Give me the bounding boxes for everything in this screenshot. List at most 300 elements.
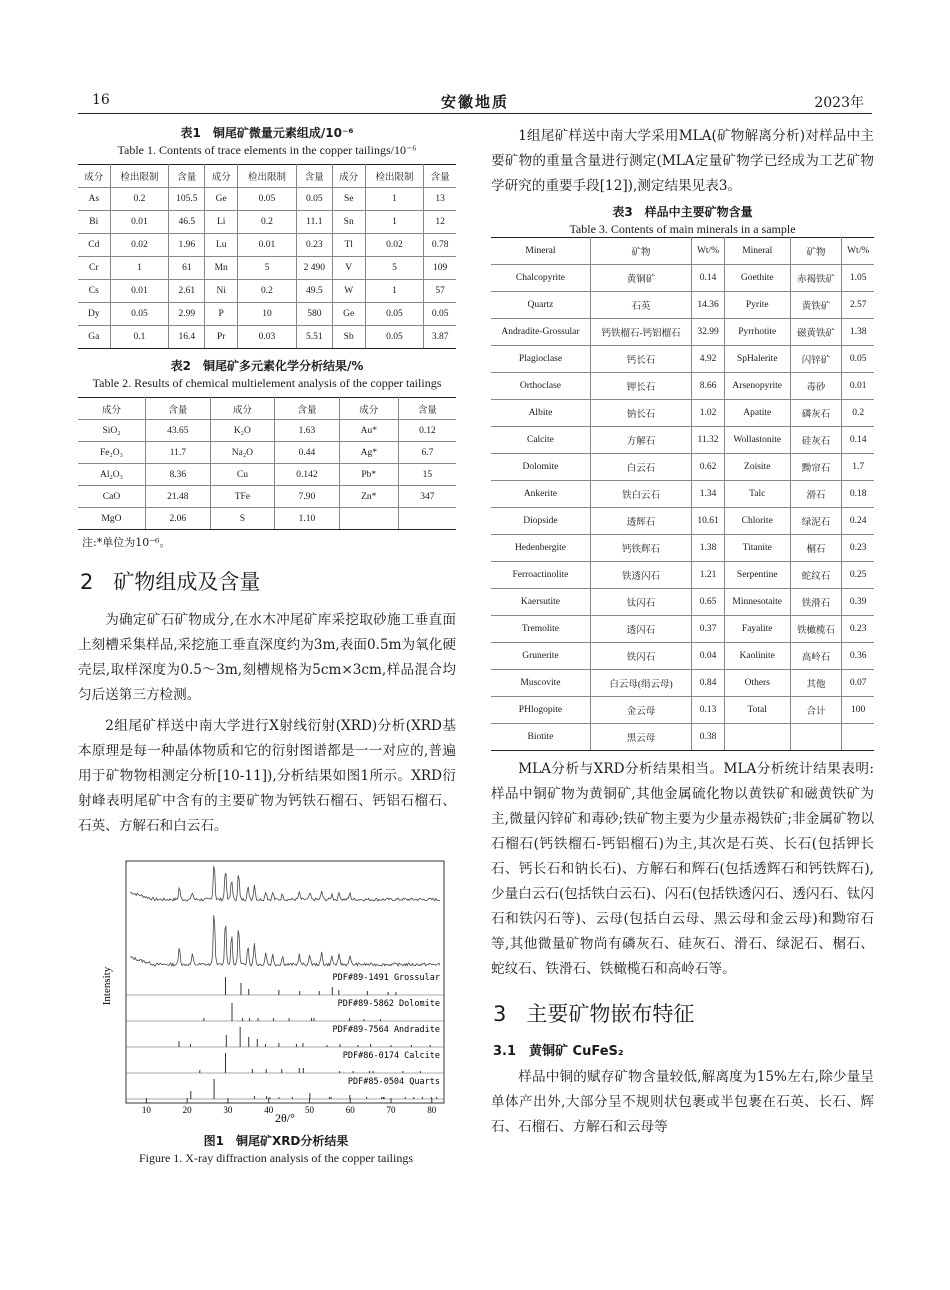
table-cell: 1.10 <box>275 508 340 530</box>
table-cell: 0.1 <box>110 326 169 349</box>
table-cell: 透闪石 <box>590 616 691 643</box>
table-row <box>491 697 874 724</box>
table-cell: Muscovite <box>491 670 590 697</box>
table-cell: 0.23 <box>842 616 874 643</box>
table-cell: 铁白云石 <box>590 481 691 508</box>
table-cell: W <box>332 280 365 303</box>
table-cell: 含量 <box>296 165 332 188</box>
table-cell: Pr <box>205 326 238 349</box>
table-cell: 其他 <box>790 670 842 697</box>
table-cell: 0.01 <box>238 234 297 257</box>
x-tick-label: 70 <box>386 1105 396 1115</box>
table-cell: Tremolite <box>491 616 590 643</box>
table-cell: Orthoclase <box>491 373 590 400</box>
table-cell: P <box>205 303 238 326</box>
table-row <box>78 464 456 486</box>
table-cell: 0.39 <box>842 589 874 616</box>
table-cell: 0.02 <box>110 234 169 257</box>
table-cell: 检出限制 <box>238 165 297 188</box>
table-cell: 16.4 <box>169 326 205 349</box>
table-cell: Albite <box>491 400 590 427</box>
table-cell: 2.06 <box>145 508 210 530</box>
table-row <box>491 265 874 292</box>
table-cell: 61 <box>169 257 205 280</box>
table1-caption-en: Table 1. Contents of trace elements in the copper tailings/10⁻⁶ <box>117 143 417 157</box>
table-cell: 32.99 <box>692 319 725 346</box>
table-cell: 43.65 <box>145 420 210 442</box>
table-cell: Ferroactinolite <box>491 562 590 589</box>
table-cell: 0.38 <box>692 724 725 751</box>
table-cell: Dy <box>78 303 110 326</box>
table-row <box>491 670 874 697</box>
table-cell: 3.87 <box>424 326 456 349</box>
table-cell: 0.05 <box>365 326 424 349</box>
table-cell: 13 <box>424 188 456 211</box>
table3-caption-en: Table 3. Contents of main minerals in a sample <box>569 222 796 236</box>
xrd-plot <box>96 851 456 1126</box>
x-tick-label: 60 <box>345 1105 355 1115</box>
table-row <box>491 616 874 643</box>
table-cell: Ge <box>205 188 238 211</box>
table-cell: Na₂O <box>210 442 274 464</box>
table-cell: 0.04 <box>692 643 725 670</box>
table-cell: Wt/% <box>692 238 725 265</box>
table-cell: Minnesotaite <box>724 589 790 616</box>
table-cell: 钙铁辉石 <box>590 535 691 562</box>
table-cell: 白云母(绢云母) <box>590 670 691 697</box>
table-cell: Talc <box>724 481 790 508</box>
table2-caption-en: Table 2. Results of chemical multielement analysis of the copper tailings <box>92 376 442 390</box>
table-cell: 2.57 <box>842 292 874 319</box>
table-cell: Au* <box>339 420 398 442</box>
running-header <box>78 88 872 114</box>
table-cell: SiO₂ <box>78 420 145 442</box>
table-row <box>78 211 456 234</box>
table-cell: 透辉石 <box>590 508 691 535</box>
table-cell: 铁滑石 <box>790 589 842 616</box>
table-cell: 0.01 <box>842 373 874 400</box>
section2-number: 2 <box>80 570 94 594</box>
table-cell: 21.48 <box>145 486 210 508</box>
table-cell: 2.61 <box>169 280 205 303</box>
table-row <box>491 562 874 589</box>
section2-heading <box>80 566 456 596</box>
section2-title: 矿物组成及含量 <box>113 570 261 594</box>
table-cell: Ag* <box>339 442 398 464</box>
table-cell: 0.2 <box>110 188 169 211</box>
table-cell: Mn <box>205 257 238 280</box>
table-cell <box>790 724 842 751</box>
table-cell: 钾长石 <box>590 373 691 400</box>
table-cell: 含量 <box>145 398 210 420</box>
table-cell: 0.07 <box>842 670 874 697</box>
table-cell: 0.12 <box>398 420 456 442</box>
table-cell: Ge <box>332 303 365 326</box>
table-cell: S <box>210 508 274 530</box>
pattern-label: PDF#86-0174 Calcite <box>342 1051 440 1061</box>
table-row <box>491 454 874 481</box>
table-cell: 1.34 <box>692 481 725 508</box>
table-cell: 成分 <box>205 165 238 188</box>
table-cell: 0.14 <box>692 265 725 292</box>
table-cell: 检出限制 <box>110 165 169 188</box>
section2-paragraph-1: 为确定矿石矿物成分,在水木冲尾矿库采挖取砂施工垂直面上刻槽采集样品,采挖施工垂直深度约为3m,表面0.5m为氧化硬壳层,取样深度为0.5～3m,刻槽规格为5cm×3cm,样品混合均匀后送第三方检测。 <box>78 612 456 703</box>
y-axis-label: Intensity <box>101 966 113 1006</box>
table-cell: 1 <box>365 211 424 234</box>
table-cell: 成分 <box>78 165 110 188</box>
table-cell: 0.05 <box>842 346 874 373</box>
table-cell: Cr <box>78 257 110 280</box>
table-cell: Serpentine <box>724 562 790 589</box>
table-cell: Cd <box>78 234 110 257</box>
table-cell: Arsenopyrite <box>724 373 790 400</box>
table-cell: 0.24 <box>842 508 874 535</box>
table-cell: 黝帘石 <box>790 454 842 481</box>
table-cell <box>842 724 874 751</box>
table-cell: 1.21 <box>692 562 725 589</box>
table-cell: Dolomite <box>491 454 590 481</box>
section3-title: 主要矿物嵌布特征 <box>526 1002 695 1026</box>
table-header-row <box>491 238 874 265</box>
table-cell: 2 490 <box>296 257 332 280</box>
table-cell: Ga <box>78 326 110 349</box>
table-cell: 磷灰石 <box>790 400 842 427</box>
table-cell: 7.90 <box>275 486 340 508</box>
table-cell: 10.61 <box>692 508 725 535</box>
table-cell: 0.2 <box>238 280 297 303</box>
table-cell: 12 <box>424 211 456 234</box>
header-rule <box>78 113 872 114</box>
table-cell: 1.38 <box>842 319 874 346</box>
table-row <box>78 303 456 326</box>
table-cell: 15 <box>398 464 456 486</box>
table2-caption-zh: 表2 铜尾矿多元素化学分析结果/% <box>170 359 364 373</box>
table-row <box>491 346 874 373</box>
table-cell: 0.05 <box>365 303 424 326</box>
table-cell: 绿泥石 <box>790 508 842 535</box>
table-cell: 金云母 <box>590 697 691 724</box>
table-cell: CaO <box>78 486 145 508</box>
table-cell: 钠长石 <box>590 400 691 427</box>
table-cell: TFe <box>210 486 274 508</box>
table-cell: 57 <box>424 280 456 303</box>
x-axis-label: 2θ/° <box>275 1111 295 1125</box>
table-row <box>78 326 456 349</box>
table-cell: Total <box>724 697 790 724</box>
table2-note: 注:*单位为10⁻⁶。 <box>82 536 171 549</box>
table-cell: Sn <box>332 211 365 234</box>
table-cell: 含量 <box>398 398 456 420</box>
table-cell: 黑云母 <box>590 724 691 751</box>
table-cell: 闪锌矿 <box>790 346 842 373</box>
table-cell: 0.02 <box>365 234 424 257</box>
x-tick-label: 10 <box>141 1105 151 1115</box>
table-cell: Andradite-Grossular <box>491 319 590 346</box>
pattern-label: PDF#85-0504 Quarts <box>347 1077 440 1087</box>
table-row <box>78 257 456 280</box>
table-cell: 46.5 <box>169 211 205 234</box>
table-cell: 1.96 <box>169 234 205 257</box>
table-row <box>491 643 874 670</box>
table-cell: 5 <box>238 257 297 280</box>
table-cell: Cs <box>78 280 110 303</box>
pattern-label: PDF#89-5862 Dolomite <box>337 999 440 1009</box>
table-cell: 0.37 <box>692 616 725 643</box>
table-cell: Ni <box>205 280 238 303</box>
table-cell: 矿物 <box>590 238 691 265</box>
table-cell: Tl <box>332 234 365 257</box>
table-cell: Cu <box>210 464 274 486</box>
table-cell: 含量 <box>275 398 340 420</box>
table-cell: Hedenbergite <box>491 535 590 562</box>
table-cell: Diopside <box>491 508 590 535</box>
table-cell: 8.66 <box>692 373 725 400</box>
table-cell <box>398 508 456 530</box>
table-cell: 0.05 <box>238 188 297 211</box>
table-cell: Bi <box>78 211 110 234</box>
table-cell: 105.5 <box>169 188 205 211</box>
x-tick-label: 50 <box>304 1105 314 1115</box>
table-cell: Others <box>724 670 790 697</box>
table-cell: Biotite <box>491 724 590 751</box>
table-row <box>78 234 456 257</box>
table-cell: 成分 <box>332 165 365 188</box>
journal-title: 安徽地质 <box>440 93 509 111</box>
table-row <box>491 319 874 346</box>
table-cell: 0.14 <box>842 427 874 454</box>
table-cell: 黄铁矿 <box>790 292 842 319</box>
table-cell: 含量 <box>169 165 205 188</box>
table-row <box>491 373 874 400</box>
table-cell: 14.36 <box>692 292 725 319</box>
table-cell: 4.92 <box>692 346 725 373</box>
table-cell: 高岭石 <box>790 643 842 670</box>
table-row <box>491 427 874 454</box>
table-cell: Li <box>205 211 238 234</box>
section3-heading <box>493 998 874 1028</box>
table-header-row <box>78 398 456 420</box>
table-cell: 1 <box>365 188 424 211</box>
multielement-table <box>78 397 456 530</box>
table-cell: SpHalerite <box>724 346 790 373</box>
section3-paragraph-1: 样品中铜的赋存矿物含量较低,解离度为15%左右,除少量呈单体产出外,大部分呈不规则状包裹或半包裹在石英、长石、辉石、石榴石、方解石和云母等 <box>491 1069 874 1135</box>
x-tick-label: 40 <box>264 1105 274 1115</box>
table-cell: Quartz <box>491 292 590 319</box>
table-cell: 钛闪石 <box>590 589 691 616</box>
mla-result-paragraph: MLA分析与XRD分析结果相当。MLA分析统计结果表明:样品中铜矿物为黄铜矿,其他金属硫化物以黄铁矿和磁黄铁矿为主,微量闪锌矿和毒砂;铁矿物主要为少量赤褐铁矿;非金属矿物以石榴石(钙铁榴石-钙铝榴石)为主,其次是石英、长石(包括钾长石、钙长石和钠长石)、方解石和辉石(包括透辉石和钙铁辉石),少量白云石(包括铁白云石)、闪石(包括铁透闪石、透闪石、钛闪石和铁闪石等)、云母(包括白云母、黑云母和金云母)和黝帘石等,其他微量矿物尚有磷灰石、硅灰石、滑石、绿泥石、榍石、蛇纹石、铁滑石、铁橄榄石和高岭石等。 <box>491 761 874 977</box>
table-cell: 49.5 <box>296 280 332 303</box>
table-cell: PHlogopite <box>491 697 590 724</box>
table-cell: 0.142 <box>275 464 340 486</box>
x-tick-label: 80 <box>427 1105 437 1115</box>
table-cell: 5.51 <box>296 326 332 349</box>
table-cell: 1.63 <box>275 420 340 442</box>
table-cell: 0.62 <box>692 454 725 481</box>
table-cell: 109 <box>424 257 456 280</box>
table-cell: 成分 <box>210 398 274 420</box>
table-cell: 成分 <box>78 398 145 420</box>
table-cell: 蛇纹石 <box>790 562 842 589</box>
table-cell: Pb* <box>339 464 398 486</box>
trace-elements-table <box>78 164 456 349</box>
table-cell: Zn* <box>339 486 398 508</box>
table-cell: 0.25 <box>842 562 874 589</box>
pattern-label: PDF#89-7564 Andradite <box>332 1025 440 1035</box>
table-cell: 1.05 <box>842 265 874 292</box>
table-cell: 0.2 <box>842 400 874 427</box>
table-cell: Al₂O₃ <box>78 464 145 486</box>
table-cell: Kaersutite <box>491 589 590 616</box>
table-cell: 0.13 <box>692 697 725 724</box>
table-cell <box>724 724 790 751</box>
table-cell: Plagioclase <box>491 346 590 373</box>
table-cell: 钙铁榴石-钙铝榴石 <box>590 319 691 346</box>
table-cell: Chlorite <box>724 508 790 535</box>
table-cell: Chalcopyrite <box>491 265 590 292</box>
table-cell: 钙长石 <box>590 346 691 373</box>
table-cell: 磁黄铁矿 <box>790 319 842 346</box>
table-cell: 1.02 <box>692 400 725 427</box>
year: 2023年 <box>814 95 864 111</box>
table-cell: Zoisite <box>724 454 790 481</box>
table-cell: Se <box>332 188 365 211</box>
x-tick-label: 30 <box>223 1105 233 1115</box>
table-cell: 0.36 <box>842 643 874 670</box>
table-cell: 1.7 <box>842 454 874 481</box>
table-row <box>78 486 456 508</box>
table-row <box>78 420 456 442</box>
section2-paragraph-2: 2组尾矿样送中南大学进行X射线衍射(XRD)分析(XRD基本原理是每一种晶体物质和它的衍射图谱都是一一对应的,普遍用于矿物物相测定分析[10-11]),分析结果如图1所示。XRD衍射峰表明尾矿中含有的主要矿物为钙铁石榴石、钙铝石榴石、石英、方解石和白云石。 <box>78 718 456 834</box>
table-cell: 方解石 <box>590 427 691 454</box>
table-cell: 2.99 <box>169 303 205 326</box>
table-cell: 0.23 <box>296 234 332 257</box>
table-cell: Apatite <box>724 400 790 427</box>
table-cell: 黄铜矿 <box>590 265 691 292</box>
right-column <box>491 124 874 1140</box>
table-cell: 0.05 <box>424 303 456 326</box>
table-cell: As <box>78 188 110 211</box>
table-cell: Sb <box>332 326 365 349</box>
table-cell: Goethite <box>724 265 790 292</box>
table-cell: 580 <box>296 303 332 326</box>
table-cell: 0.2 <box>238 211 297 234</box>
table-cell: Fe₂O₃ <box>78 442 145 464</box>
table-row <box>78 280 456 303</box>
table-cell: MgO <box>78 508 145 530</box>
table-cell: 检出限制 <box>365 165 424 188</box>
table-row <box>491 400 874 427</box>
table-cell: 8.36 <box>145 464 210 486</box>
table-cell: 5 <box>365 257 424 280</box>
table-cell: 0.18 <box>842 481 874 508</box>
table-row <box>491 292 874 319</box>
table-cell: 0.05 <box>110 303 169 326</box>
table-cell: 0.03 <box>238 326 297 349</box>
table-cell: Pyrrhotite <box>724 319 790 346</box>
page-number: 16 <box>92 92 110 108</box>
table-cell: 铁橄榄石 <box>790 616 842 643</box>
table-cell: 11.7 <box>145 442 210 464</box>
table-cell: V <box>332 257 365 280</box>
table-cell: K₂O <box>210 420 274 442</box>
table-row <box>491 481 874 508</box>
table-header-row <box>78 165 456 188</box>
table-cell: 6.7 <box>398 442 456 464</box>
left-column <box>78 124 456 1166</box>
table-cell: Mineral <box>724 238 790 265</box>
table-cell: 0.01 <box>110 211 169 234</box>
table-cell: Wollastonite <box>724 427 790 454</box>
table-cell: 滑石 <box>790 481 842 508</box>
table-cell: 0.84 <box>692 670 725 697</box>
xrd-figure <box>96 851 456 1166</box>
table3-caption-zh: 表3 样品中主要矿物含量 <box>612 205 753 219</box>
section3-number: 3 <box>493 1002 507 1026</box>
table-cell: 347 <box>398 486 456 508</box>
table-cell: 1.38 <box>692 535 725 562</box>
table-cell: 铁闪石 <box>590 643 691 670</box>
table-cell: 0.01 <box>110 280 169 303</box>
table-row <box>78 508 456 530</box>
table-row <box>78 442 456 464</box>
main-minerals-table <box>491 237 874 751</box>
table-cell: 赤褐铁矿 <box>790 265 842 292</box>
table-cell: Pyrite <box>724 292 790 319</box>
table-cell: Calcite <box>491 427 590 454</box>
table-cell: 成分 <box>339 398 398 420</box>
table1-body <box>78 165 456 349</box>
table-cell: Lu <box>205 234 238 257</box>
figure1-caption-en: Figure 1. X-ray diffraction analysis of the copper tailings <box>138 1151 414 1165</box>
table-row <box>491 508 874 535</box>
table-cell: 0.05 <box>296 188 332 211</box>
table-cell <box>339 508 398 530</box>
table-cell: 毒砂 <box>790 373 842 400</box>
table-cell: 0.65 <box>692 589 725 616</box>
pattern-label: PDF#89-1491 Grossular <box>332 973 440 983</box>
table-cell: 石英 <box>590 292 691 319</box>
table3-body <box>491 238 874 751</box>
table-cell: Ankerite <box>491 481 590 508</box>
table-row <box>78 188 456 211</box>
figure1-caption-zh: 图1 铜尾矿XRD分析结果 <box>203 1134 349 1148</box>
table-cell: 1 <box>365 280 424 303</box>
table-row <box>491 589 874 616</box>
table-cell: 11.32 <box>692 427 725 454</box>
table-row <box>491 535 874 562</box>
table-cell: 硅灰石 <box>790 427 842 454</box>
table-cell: Wt/% <box>842 238 874 265</box>
table-cell: 矿物 <box>790 238 842 265</box>
x-tick-label: 20 <box>182 1105 192 1115</box>
table-cell: 10 <box>238 303 297 326</box>
table-cell: 铁透闪石 <box>590 562 691 589</box>
table-cell: 0.23 <box>842 535 874 562</box>
table-cell: 0.44 <box>275 442 340 464</box>
table-cell: Fayalite <box>724 616 790 643</box>
table1-caption-zh: 表1 铜尾矿微量元素组成/10⁻⁶ <box>180 126 354 140</box>
table-cell: 榍石 <box>790 535 842 562</box>
table-cell: 1 <box>110 257 169 280</box>
table-cell: Kaolinite <box>724 643 790 670</box>
subsection-3-1-heading: 3.1 黄铜矿 CuFeS₂ <box>493 1044 624 1059</box>
table-cell: Grunerite <box>491 643 590 670</box>
table-cell: 含量 <box>424 165 456 188</box>
mla-intro-paragraph: 1组尾矿样送中南大学采用MLA(矿物解离分析)对样品中主要矿物的重量含量进行测定(MLA定量矿物学已经成为工艺矿物学研究的重要手段[12]),测定结果见表3。 <box>491 128 874 194</box>
table-cell: 11.1 <box>296 211 332 234</box>
table-cell: 100 <box>842 697 874 724</box>
table-cell: 合计 <box>790 697 842 724</box>
